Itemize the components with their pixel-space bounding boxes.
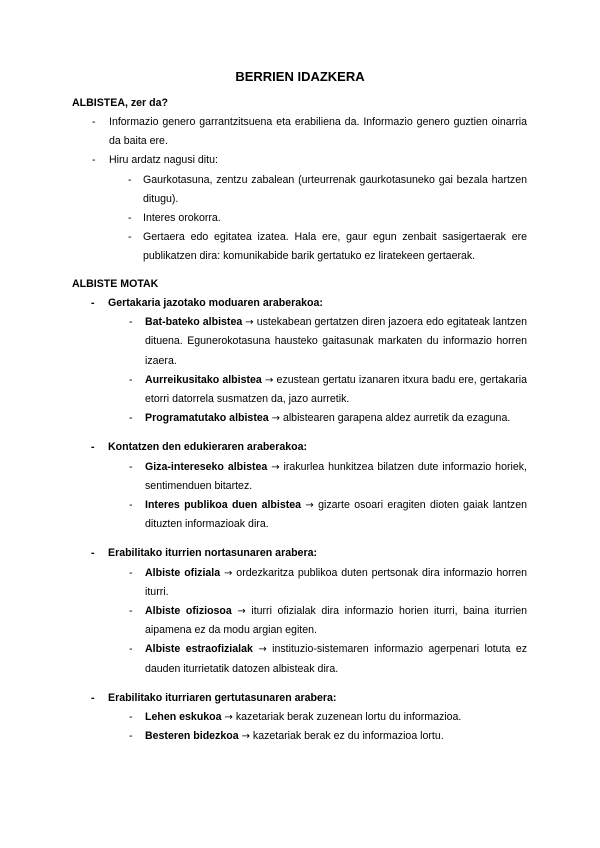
arrow-icon: → — [237, 606, 246, 618]
arrow-icon: → — [241, 731, 250, 743]
type-item — [129, 458, 527, 496]
type-item — [129, 496, 527, 534]
type-term: Bat-bateko albistea — [145, 316, 243, 329]
type-item — [129, 564, 527, 602]
category-label: Erabilitako iturriaren gertutasunaren arabera: — [108, 691, 337, 704]
bullet-dash: - — [129, 412, 133, 425]
category-item — [91, 438, 527, 457]
bullet-dash: - — [129, 460, 133, 473]
type-text: ezustean gertatu izanaren itxura badu ere, gertakaria etorri datorrela susmatzen da, jazo aurretik. — [145, 373, 527, 406]
arrow-icon: → — [264, 374, 274, 386]
type-term: Programatutako albistea — [145, 412, 269, 425]
type-term: Aurreikusitako albistea — [145, 373, 262, 386]
bullet-dash: - — [128, 231, 132, 244]
type-text: gizarte osoari eragiten dioten gaiak lantzen dituzten informazioak dira. — [145, 499, 527, 531]
category-item — [91, 689, 527, 708]
bullet-dash: - — [129, 605, 133, 618]
arrow-icon: → — [224, 567, 233, 579]
group-spacer — [0, 534, 600, 544]
arrow-icon: → — [245, 317, 254, 329]
list-item-text: Informazio genero garrantzitsuena eta erabiliena da. Informazio genero guztien oinarria da baita ere. — [109, 116, 527, 148]
sub-list-item — [128, 209, 527, 228]
bullet-dash: - — [129, 643, 133, 656]
type-term: Albiste ofiziala — [145, 566, 221, 579]
type-text: irakurlea hunkitzea bilatzen dute informazio horiek, sentimenduen bitartez. — [145, 460, 527, 492]
bullet-dash: - — [91, 441, 95, 454]
sub-list-item-text: Interes orokorra. — [143, 212, 221, 225]
bullet-dash: - — [91, 297, 95, 309]
arrow-icon: → — [271, 461, 280, 473]
type-item — [129, 313, 528, 371]
type-term: Lehen eskukoa — [145, 711, 222, 724]
bullet-dash: - — [129, 730, 133, 743]
group-spacer — [0, 679, 600, 689]
type-text: albistearen garapena aldez aurretik da ezaguna. — [282, 412, 511, 425]
type-item — [129, 371, 527, 409]
section-heading-albistea: ALBISTEA, zer da? — [72, 97, 168, 109]
type-item — [129, 409, 527, 428]
arrow-icon: → — [271, 413, 280, 425]
bullet-dash: - — [129, 566, 133, 579]
sub-list-item — [128, 171, 527, 209]
bullet-dash: - — [129, 499, 133, 512]
bullet-dash: - — [91, 547, 95, 560]
type-text: ordezkaritza publikoa duten pertsonak dira informazio horren iturri. — [145, 566, 527, 598]
type-item — [129, 602, 528, 640]
bullet-dash: - — [92, 154, 96, 167]
type-text: instituzio-sistemaren informazio agerpenari lotuta ez dauden iturrietatik datozen albisteak dira. — [145, 643, 528, 675]
list-item-text: Hiru ardatz nagusi ditu: — [109, 154, 218, 167]
type-text: kazetariak berak ez du informazioa lortu. — [252, 730, 444, 743]
list-item — [92, 113, 527, 151]
category-label: Kontatzen den edukieraren araberakoa: — [108, 441, 307, 454]
type-term: Besteren bidezkoa — [145, 730, 239, 743]
sub-list-item-text: Gaurkotasuna, zentzu zabalean (urteurrenak gaurkotasuneko gai bezala hartzen ditugu). — [143, 173, 527, 205]
bullet-dash: - — [129, 711, 133, 724]
arrow-icon: → — [224, 712, 233, 724]
bullet-dash: - — [129, 373, 133, 386]
section-heading-albiste-motak: ALBISTE MOTAK — [72, 278, 159, 290]
page-title: BERRIEN IDAZKERA — [235, 69, 365, 84]
category-item — [91, 544, 527, 563]
type-term: Albiste estraofizialak — [145, 643, 253, 656]
category-label: Erabilitako iturrien nortasunaren arabera: — [108, 547, 317, 560]
bullet-dash: - — [129, 316, 133, 329]
bullet-dash: - — [128, 173, 132, 186]
bullet-dash: - — [91, 691, 95, 704]
category-item — [91, 294, 527, 313]
section1-list — [0, 113, 600, 267]
bullet-dash: - — [128, 212, 132, 225]
type-text: ustekabean gertatzen diren jazoera edo egitateak lantzen dituena. Egunerokotasuna hausteko gaitasunak markaten du informazio horren izaera. — [145, 316, 528, 367]
type-item — [129, 640, 528, 678]
type-item — [129, 727, 527, 746]
type-text: iturri ofizialak dira informazio horien iturri, baina iturrien aipamena ez da modu argian egiten. — [145, 605, 528, 637]
bullet-dash: - — [92, 116, 96, 128]
section2-list — [0, 294, 600, 746]
type-item — [129, 708, 527, 727]
sub-list-item-text: Gertaera edo egitatea izatea. Hala ere, gaur egun zenbait sasigertaerak ere publikatzen dira: komunikabide barik gertatuko ez liratekeen gertaerak. — [143, 231, 527, 263]
type-text: kazetariak berak zuzenean lortu du informazioa. — [235, 711, 462, 724]
arrow-icon: → — [305, 500, 314, 512]
list-item — [92, 151, 527, 170]
type-term: Albiste ofiziosoa — [145, 605, 232, 618]
arrow-icon: → — [258, 644, 267, 656]
group-spacer — [0, 428, 600, 438]
category-label: Gertakaria jazotako moduaren araberakoa: — [108, 297, 323, 309]
type-term: Giza-intereseko albistea — [145, 460, 268, 473]
sub-list-item — [128, 228, 527, 266]
type-term: Interes publikoa duen albistea — [145, 499, 302, 512]
